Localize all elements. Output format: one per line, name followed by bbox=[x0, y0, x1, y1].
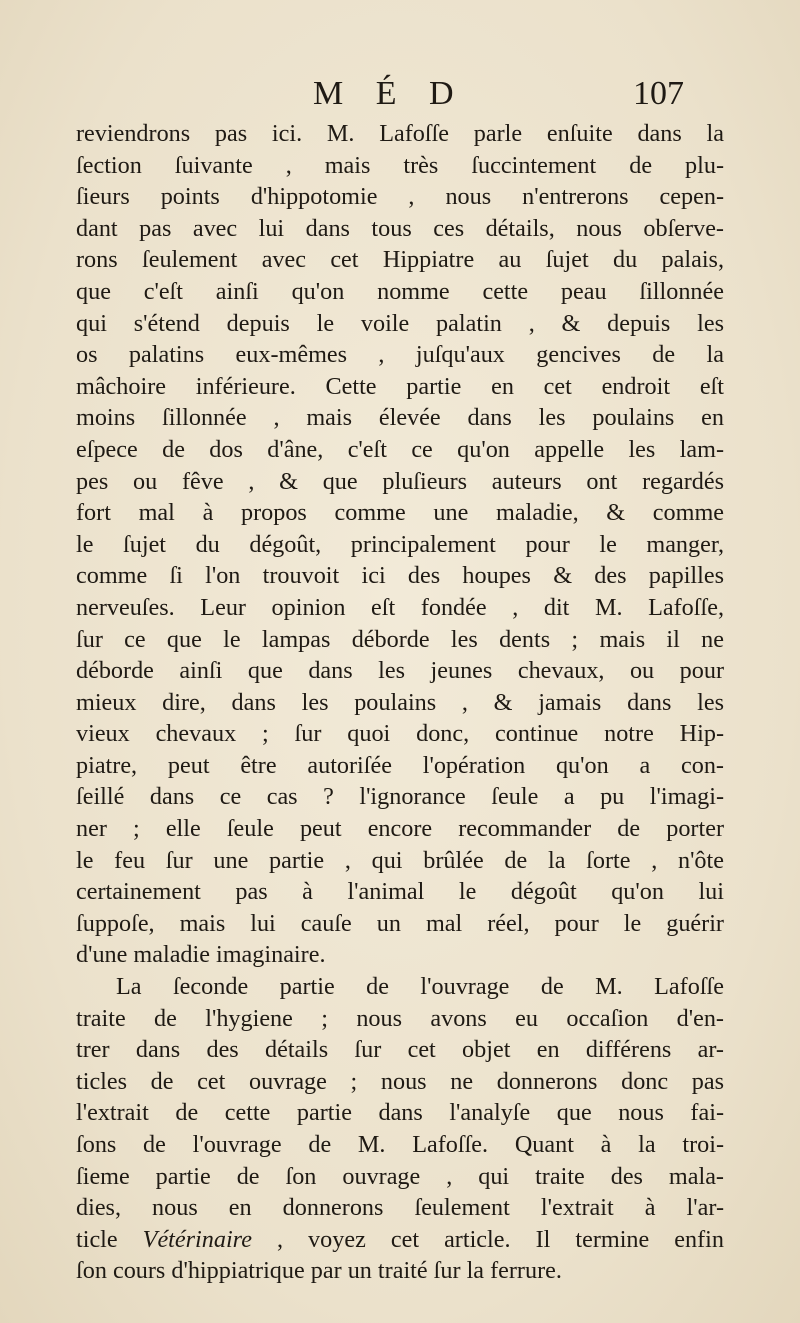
text-line: ſur ce que le lampas déborde les dents ; mais il ne bbox=[76, 625, 724, 653]
text-line: qui s'étend depuis le voile palatin , & depuis les bbox=[76, 309, 724, 337]
text-line: ſon cours d'hippiatrique par un traité ſur la ferrure. bbox=[76, 1257, 562, 1285]
text-line: certainement pas à l'animal le dégoût qu'on lui bbox=[76, 878, 724, 906]
text-line: mâchoire inférieure. Cette partie en cet endroit eſt bbox=[76, 372, 724, 400]
text-line: ſieurs points d'hippotomie , nous n'entrerons cepen- bbox=[76, 183, 724, 211]
body-text bbox=[76, 118, 724, 1287]
text-line: le feu ſur une partie , qui brûlée de la ſorte , n'ôte bbox=[76, 846, 724, 874]
text-line: mieux dire, dans les poulains , & jamais dans les bbox=[76, 688, 724, 716]
paragraph-first-line: La ſeconde partie de l'ouvrage de M. Lafoſſe bbox=[116, 973, 724, 1001]
text-line: nerveuſes. Leur opinion eſt fondée , dit M. Lafoſſe, bbox=[76, 593, 724, 621]
text-line: ſieme partie de ſon ouvrage , qui traite des mala- bbox=[76, 1162, 724, 1190]
text-line: dant pas avec lui dans tous ces détails, nous obſerve- bbox=[76, 214, 724, 242]
running-head bbox=[0, 75, 800, 119]
text-line: ſection ſuivante , mais très ſuccintement de plu- bbox=[76, 151, 724, 179]
text-line: piatre, peut être autoriſée l'opération qu'on a con- bbox=[76, 751, 724, 779]
text-line-with-italic bbox=[76, 1224, 724, 1256]
paragraph-end-line: d'une maladie imaginaire. bbox=[76, 941, 326, 969]
italic-cross-reference: Vétérinaire bbox=[142, 1225, 252, 1253]
text-line: l'extrait de cette partie dans l'analyſe que nous fai- bbox=[76, 1099, 724, 1127]
text-line: le ſujet du dégoût, principalement pour le manger, bbox=[76, 530, 724, 558]
text-segment: ticle bbox=[76, 1225, 143, 1253]
text-line: fort mal à propos comme une maladie, & comme bbox=[76, 499, 724, 527]
text-line: ticles de cet ouvrage ; nous ne donnerons donc pas bbox=[76, 1067, 724, 1095]
text-line: reviendrons pas ici. M. Lafoſſe parle enſuite dans la bbox=[76, 120, 724, 147]
text-line: trer dans des détails ſur cet objet en différens ar- bbox=[76, 1036, 724, 1064]
text-line: traite de l'hygiene ; nous avons eu occaſion d'en- bbox=[76, 1004, 724, 1032]
page-number: 107 bbox=[633, 75, 684, 112]
text-line: ner ; elle ſeule peut encore recommander de porter bbox=[76, 815, 724, 843]
text-line: vieux chevaux ; ſur quoi donc, continue notre Hip- bbox=[76, 720, 724, 748]
text-line: os palatins eux-mêmes , juſqu'aux gencives de la bbox=[76, 341, 724, 369]
text-line: dies, nous en donnerons ſeulement l'extrait à l'ar- bbox=[76, 1194, 724, 1222]
running-head-title: M É D bbox=[313, 75, 466, 112]
text-line: que c'eſt ainſi qu'on nomme cette peau ſillonnée bbox=[76, 277, 724, 305]
text-line: moins ſillonnée , mais élevée dans les poulains en bbox=[76, 404, 724, 432]
text-line: eſpece de dos d'âne, c'eſt ce qu'on appelle les lam- bbox=[76, 435, 724, 463]
text-line: ſons de l'ouvrage de M. Lafoſſe. Quant à la troi- bbox=[76, 1131, 724, 1158]
text-line: rons ſeulement avec cet Hippiatre au ſujet du palais, bbox=[76, 246, 724, 274]
text-segment: , voyez cet article. Il termine enfin bbox=[251, 1225, 724, 1253]
text-line: ſeillé dans ce cas ? l'ignorance ſeule a pu l'imagi- bbox=[76, 783, 724, 811]
text-line: déborde ainſi que dans les jeunes chevaux, ou pour bbox=[76, 657, 724, 685]
text-line: pes ou fêve , & que pluſieurs auteurs ont regardés bbox=[76, 467, 724, 495]
text-line: comme ſi l'on trouvoit ici des houpes & des papilles bbox=[76, 562, 724, 590]
text-line: ſuppoſe, mais lui cauſe un mal réel, pour le guérir bbox=[76, 909, 724, 937]
